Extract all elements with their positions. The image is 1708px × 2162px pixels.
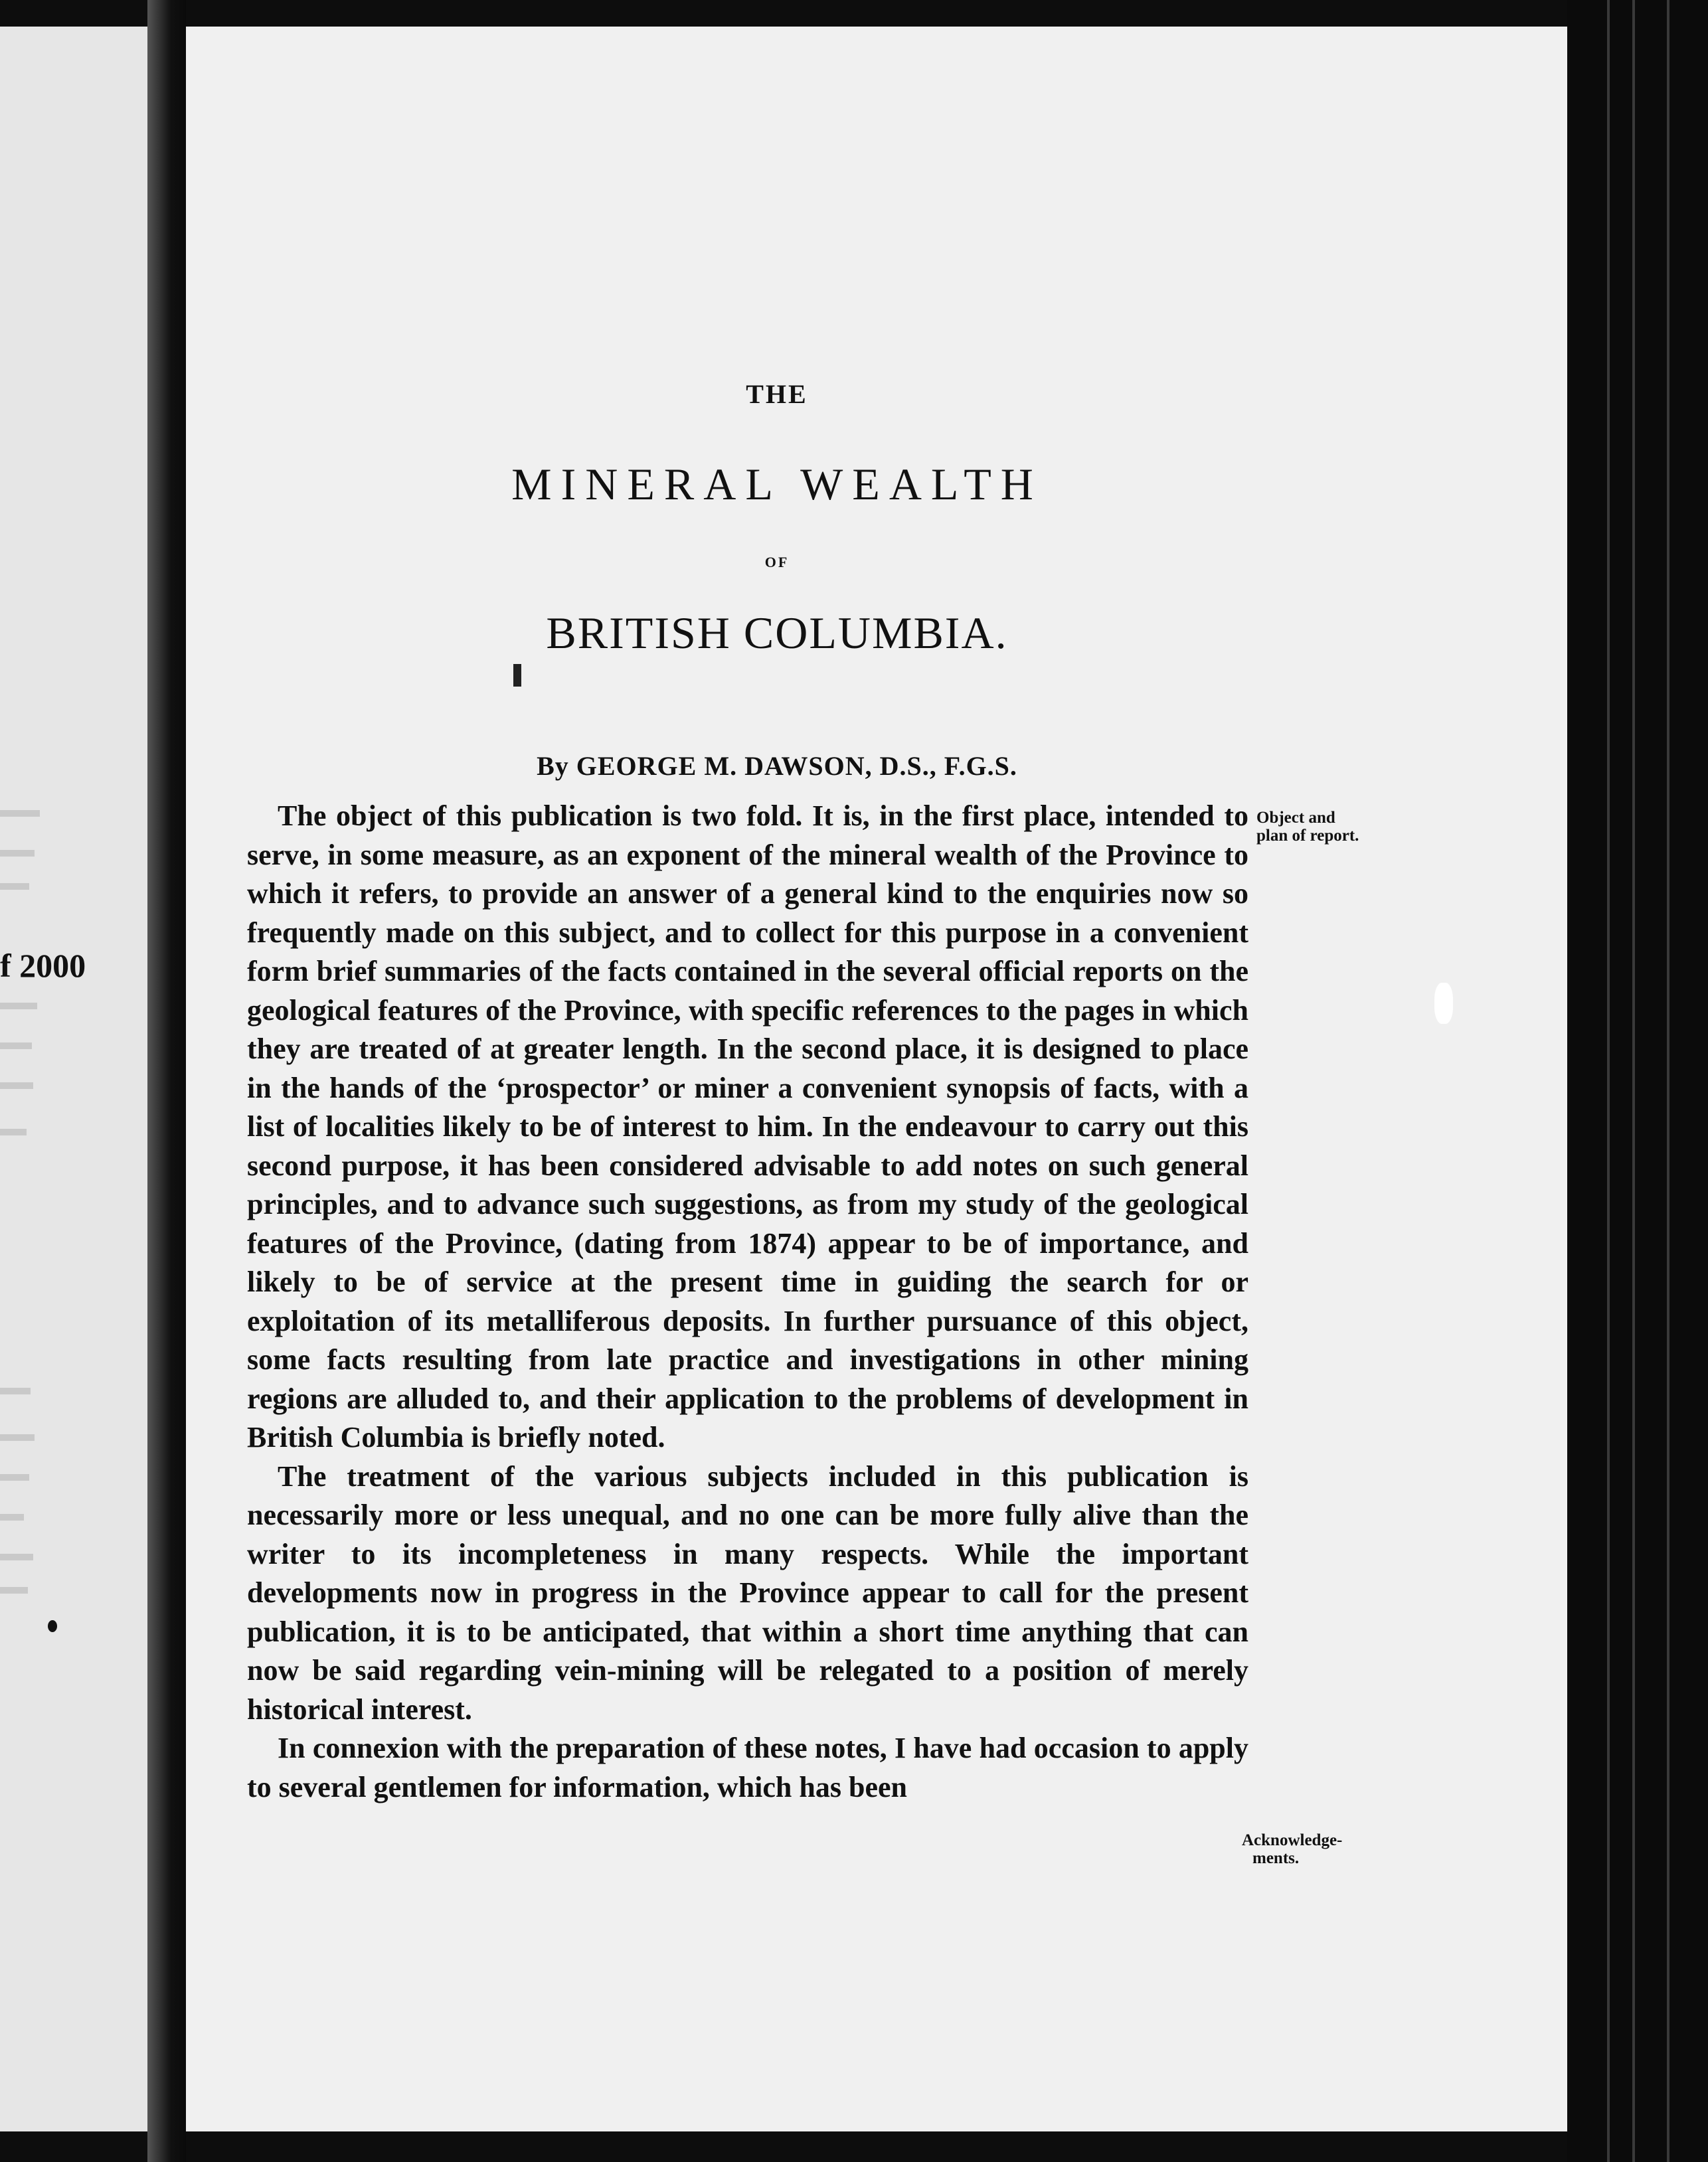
binding-line [1607,0,1610,2162]
binding-line [1667,0,1669,2162]
left-page-ghost-line [0,1514,24,1521]
paragraph: In connexion with the preparation of these notes, I have had occasion to apply to several gentlemen for information, which has been [247,1732,1248,1803]
author-byline: By GEORGE M. DAWSON, D.S., F.G.S. [537,751,1017,781]
left-page-ghost-line [0,1388,31,1394]
title-line-of: OF [764,554,790,570]
left-page-ghost-line [0,1554,33,1560]
title-line-mineral-wealth: MINERAL WEALTH [511,459,1043,509]
ink-dot [48,1620,57,1632]
margin-note-line: plan of report. [1256,827,1359,845]
margin-note-line: ments. [1252,1849,1300,1867]
body-text [247,797,1248,1807]
book-page [186,27,1567,2131]
left-page-ghost-line [0,1129,27,1135]
paragraph: The treatment of the various subjects included in this publication is necessarily more or less unequal, and no one can be more fully alive than the writer to its incompleteness in many respects. While the important developments now in progress in the Province appear to call for the present publication, it is to be anticipated, that within a short time anything that can now be said regarding vein-mining will be relegated to a position of merely historical interest. [247,1459,1248,1726]
left-page-ghost-line [0,1082,33,1089]
left-page-ghost-line [0,1587,28,1594]
paper-blemish [1434,983,1453,1024]
book-gutter-shadow [147,0,186,2162]
left-page-ghost-line [0,883,29,890]
ink-speck [513,664,521,687]
left-page-ghost-line [0,810,40,817]
left-page-ghost-line [0,1434,35,1441]
left-page-sliver [0,27,147,2131]
left-page-text-fragment: f 2000 [0,947,86,984]
title-line-british-columbia: BRITISH COLUMBIA. [546,608,1008,658]
margin-note-line: Object and [1256,809,1335,827]
left-page-ghost-line [0,850,35,857]
margin-note-object [1256,809,1359,845]
right-binding-edge [1567,0,1708,2162]
title-line-the: THE [746,379,808,409]
margin-note-acknowledgements [1242,1831,1342,1867]
left-page-ghost-line [0,1474,29,1481]
margin-note-line: Acknowledge- [1242,1831,1343,1849]
paragraph: The object of this publication is two fold. It is, in the first place, intended to serve, in some measure, as an exponent of the mineral wealth of the Province to which it refers, to provide an answer of a general kind to the enquiries now so frequently made on this subject, and to collect for this purpose in a convenient form brief summaries of the facts contained in the several official reports on the geological features of the Province, with specific references to the pages in which they are treated of at greater length. In the second place, it is designed to place in the hands of the ‘prospector’ or miner a convenient synopsis of facts, with a list of localities likely to be of interest to him. In the endeavour to carry out this second purpose, it has been considered advisable to add notes on such general principles, and to advance such suggestions, as from my study of the geological features of the Province, (dating from 1874) appear to be of importance, and likely to be of service at the present time in guiding the search for or exploitation of its metalliferous deposits. In further pursuance of this object, some facts resulting from late practice and investigations in other mining regions are alluded to, and their application to the problems of development in British Columbia is briefly noted. [247,799,1248,1454]
left-page-ghost-line [0,1003,37,1009]
binding-line [1632,0,1635,2162]
left-page-ghost-line [0,1042,32,1049]
